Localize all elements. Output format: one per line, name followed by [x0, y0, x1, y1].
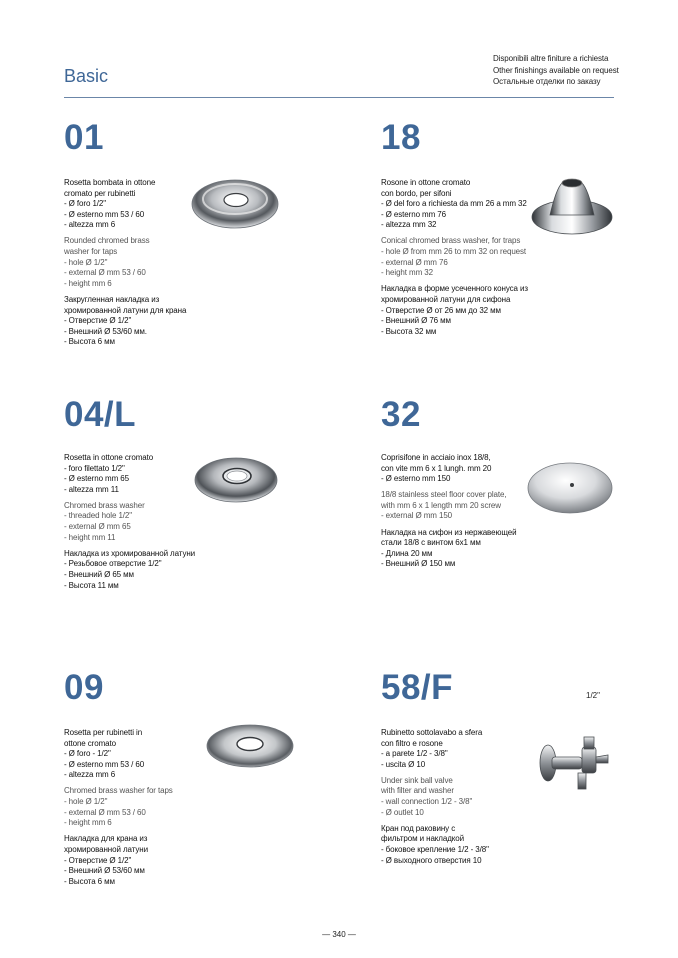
description-line: - threaded hole 1/2" — [64, 511, 133, 521]
description-line: with filter and washer — [381, 786, 454, 796]
description-line: - external Ø mm 53 / 60 — [64, 807, 146, 817]
description-line: - Высота 11 мм — [64, 580, 119, 590]
description-line: - Ø esterno mm 76 — [381, 209, 446, 219]
description-line: - Длина 20 мм — [381, 548, 433, 558]
product-description — [381, 453, 516, 575]
description-en — [64, 786, 173, 828]
product-description — [381, 178, 528, 343]
description-line: con filtro e rosone — [381, 738, 443, 748]
description-line: - Отверстие Ø 1/2" — [64, 316, 132, 326]
note-line: Other finishings available on request — [493, 65, 619, 75]
header-divider — [64, 97, 614, 98]
description-line: Rosetta in ottone cromato — [64, 453, 154, 462]
description-line: - external Ø mm 53 / 60 — [64, 268, 146, 278]
description-line: - Ø foro - 1/2" — [64, 749, 111, 759]
description-line: - Высота 6 мм — [64, 876, 115, 886]
description-line: Coprisifone in acciaio inox 18/8, — [381, 453, 491, 462]
product-code: 01 — [64, 118, 104, 157]
domed-rosette-image — [190, 177, 280, 229]
description-en — [64, 501, 195, 543]
description-line: - Отверстие Ø 1/2" — [64, 855, 132, 865]
description-line: - hole Ø 1/2" — [64, 257, 108, 267]
description-line: - Высота 32 мм — [381, 326, 437, 336]
page-number: — 340 — — [322, 930, 356, 939]
description-ru — [381, 824, 489, 866]
description-line: - height mm 6 — [64, 818, 112, 828]
description-en — [381, 490, 516, 522]
description-line: - wall connection 1/2 - 3/8" — [381, 797, 473, 807]
ball-valve-image — [538, 733, 610, 793]
description-ru — [64, 295, 186, 348]
description-line: - Отверстие Ø от 26 мм до 32 мм — [381, 305, 501, 315]
description-ru — [381, 528, 516, 570]
description-line: - Ø foro 1/2" — [64, 199, 107, 209]
description-line: хромированной латуни для крана — [64, 305, 187, 315]
description-line: - height mm 11 — [64, 532, 116, 542]
description-line: - Внешний Ø 53/60 мм. — [64, 326, 147, 336]
product-description — [64, 453, 195, 597]
description-line: - Внешний Ø 53/60 мм — [64, 866, 145, 876]
description-ru — [64, 834, 173, 887]
description-line: - altezza mm 32 — [381, 220, 437, 230]
description-line: - Ø del foro a richiesta da mm 26 a mm 32 — [381, 199, 527, 209]
description-line: - боковое крепление 1/2 - 3/8" — [381, 844, 489, 854]
description-line: - hole Ø 1/2" — [64, 797, 108, 807]
description-line: washer for taps — [64, 247, 118, 257]
description-line: Накладка на сифон из нержавеющей — [381, 527, 517, 537]
product-description — [381, 728, 489, 872]
description-line: - Высота 6 мм — [64, 337, 115, 347]
product-code: 04/L — [64, 395, 137, 434]
note-line: Disponibili altre finiture a richiesta — [493, 54, 609, 63]
note-line: Остальные отделки по заказу — [493, 77, 601, 86]
threaded-rosette-image — [193, 454, 279, 504]
description-line: Накладка из хромированной латуни — [64, 548, 196, 558]
section-title: Basic — [64, 66, 109, 86]
product-code: 32 — [381, 395, 421, 434]
description-line: Rosetta per rubinetti in — [64, 728, 143, 737]
description-line: - external Ø mm 150 — [381, 511, 453, 521]
product-description — [64, 728, 173, 893]
description-it — [64, 178, 186, 231]
description-ru — [64, 549, 195, 591]
description-line: 18/8 stainless steel floor cover plate, — [381, 490, 507, 500]
description-line: Закругленная накладка из — [64, 294, 160, 304]
description-line: ottone cromato — [64, 738, 116, 748]
description-line: - Ø outlet 10 — [381, 807, 424, 817]
description-line: - altezza mm 11 — [64, 484, 119, 494]
description-line: Rubinetto sottolavabo a sfera — [381, 728, 483, 737]
description-line: Rounded chromed brass — [64, 236, 150, 246]
description-line: Кран под раковину с — [381, 823, 456, 833]
description-line: - Ø esterno mm 65 — [64, 474, 129, 484]
description-line: - uscita Ø 10 — [381, 759, 426, 769]
description-en — [381, 236, 528, 278]
description-line: - external Ø mm 65 — [64, 522, 131, 532]
description-line: - Внешний Ø 65 мм — [64, 569, 134, 579]
product-code: 58/F — [381, 668, 454, 707]
description-line: - Ø выходного отверстия 10 — [381, 855, 482, 865]
finishings-note — [493, 53, 619, 88]
product-description — [64, 178, 186, 353]
description-line: - external Ø mm 76 — [381, 257, 448, 267]
description-line: - foro filettato 1/2" — [64, 463, 125, 473]
description-line: - altezza mm 6 — [64, 770, 116, 780]
description-line: Chromed brass washer — [64, 500, 145, 510]
flat-rosette-image — [205, 722, 295, 770]
conical-rosette-image — [530, 175, 614, 237]
description-line: con bordo, per sifoni — [381, 188, 452, 198]
description-line: - Внешний Ø 150 мм — [381, 559, 456, 569]
description-it — [64, 453, 195, 495]
description-line: - altezza mm 6 — [64, 220, 116, 230]
description-line: - height mm 32 — [381, 268, 433, 278]
description-it — [64, 728, 173, 781]
description-it — [381, 453, 516, 485]
description-line: Накладка для крана из — [64, 834, 148, 844]
description-line: хромированной латуни — [64, 844, 148, 854]
description-en — [381, 776, 489, 818]
description-line: with mm 6 x 1 length mm 20 screw — [381, 500, 501, 510]
description-ru — [381, 284, 528, 337]
description-line: стали 18/8 с винтом 6х1 мм — [381, 538, 481, 548]
description-line: - Резьбовое отверстие 1/2" — [64, 559, 162, 569]
description-it — [381, 728, 489, 770]
product-code: 18 — [381, 118, 421, 157]
description-line: con vite mm 6 x 1 lungh. mm 20 — [381, 463, 492, 473]
description-line: Chromed brass washer for taps — [64, 786, 173, 796]
floor-cover-plate-image — [526, 461, 614, 515]
description-line: cromato per rubinetti — [64, 188, 136, 198]
description-line: Накладка в форме усеченного конуса из — [381, 284, 528, 294]
description-line: фильтром и накладкой — [381, 834, 464, 844]
description-line: - Ø esterno mm 150 — [381, 474, 451, 484]
description-line: - Внешний Ø 76 мм — [381, 316, 451, 326]
description-line: - Ø esterno mm 53 / 60 — [64, 759, 145, 769]
description-line: - hole Ø from mm 26 to mm 32 on request — [381, 247, 527, 257]
description-it — [381, 178, 528, 231]
description-line: Under sink ball valve — [381, 775, 453, 785]
product-code: 09 — [64, 668, 104, 707]
description-line: - a parete 1/2 - 3/8" — [381, 749, 448, 759]
description-line: Rosetta bombata in ottone — [64, 178, 156, 187]
description-line: хромированной латуни для сифона — [381, 294, 511, 304]
description-line: Rosone in ottone cromato — [381, 178, 471, 187]
description-line: - height mm 6 — [64, 278, 112, 288]
size-note: 1/2" — [586, 691, 600, 700]
description-line: - Ø esterno mm 53 / 60 — [64, 209, 145, 219]
description-line: Conical chromed brass washer, for traps — [381, 236, 521, 246]
description-en — [64, 236, 186, 289]
